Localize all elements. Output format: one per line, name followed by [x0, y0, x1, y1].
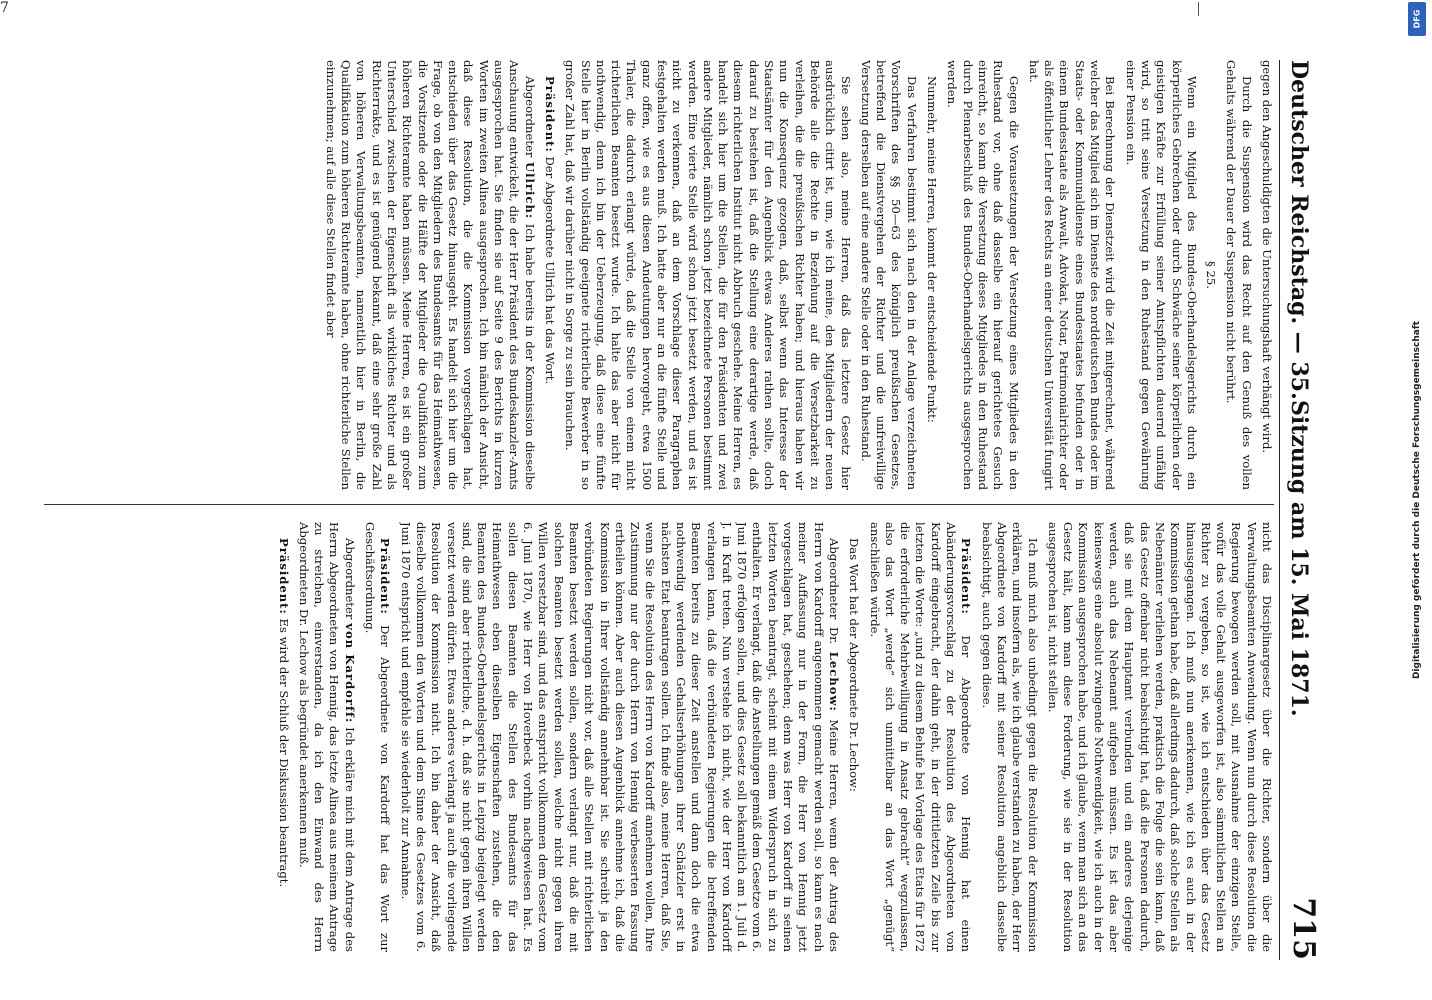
paragraph: Durch die Suspension wird das Recht auf den Genuß des vollen Gehalts während der Dauer der Suspension nicht berührt.: [1224, 60, 1254, 490]
session-date: Sitzung am 15. Mai 1871.: [1286, 400, 1312, 717]
speech-paragraph: [866, 522, 973, 952]
paragraph: Nunmehr, meine Herren, kommt der entscheidende Punkt:: [925, 76, 940, 423]
speaker-intro: Abgeordneter Dr.: [826, 538, 841, 645]
speech-paragraph: [397, 522, 841, 952]
paragraph: nicht das Disciplinargesetz über die Richter, sondern über die Verwaltungsbeamten Anwendung. Wenn nun durch diese Resolution die Regierung bewogen werden soll, mit Ausnahme der einzigen Stelle, wofür das volle Gehalt ausgeworfen ist, also sämmtlichen Stellen an Richter zu vergeben, so ist, wie ich entschieden über das Gesetz hinausgegangen. Ich muß nun anerkennen, wie ich es auch in der Kommission gethan habe, daß allerdings dadurch, daß solche Stellen als Nebenämter verliehen werden, praktisch die Folge die sein kann, daß das Gesetz offenbar nicht beabsichtigt hat, daß die Personen dadurch, daß sie mit dem Hauptamt verbunden und ein anderes derjenige werden, auch das Nebenamt aufgeben müssen. Es ist das aber keineswegs eine absolut zwingende Nothwendigkeit, wie ich auch in der Kommission ausgesprochen habe, und ich glaube, wenn man sich an das Gesetz hält, kann man diese Forderung, wie sie in der Resolution ausgesprochen ist, nicht stellen.: [1045, 522, 1274, 952]
section-heading: § 25.: [1204, 261, 1219, 289]
speaker-intro: Abgeordneter: [342, 538, 357, 620]
corner-mark: 7: [0, 0, 9, 16]
paragraph: Ich muß mich also unbedingt gegen die Resolution der Kommission erklären, und insofern als, wie ich glaube verstanden zu haben, der Herr Abgeordnete von Kardorff mit seiner Resolution angeblich dasselbe beabsichtigt, auch gegen diese.: [979, 522, 1040, 952]
speaker-name: Präsident:: [959, 538, 974, 615]
speaker-name: Präsident:: [276, 538, 291, 615]
paragraph: Sie sehen also, meine Herren, daß das letztere Gesetz hier ausdrücklich citirt ist, um, wie ich meine, den Mitgliedern der neuen Behörde alle die Rechte in Beziehung auf die Versetzbarkeit zu verleihen, die die preußischen Richter haben; und hieraus haben wir nun die Konsequenz gezogen, daß, selbst wenn das Interesse der Staatsämter für den Augenblick etwas Anderes rathen sollte, doch darauf zu bestehen ist, daß die Stellung eine derartige werde, daß diesem richterlichen Institut nicht Abbruch geschehe. Meine Herren, es handelt sich hier um die Stellen, die für den Präsidenten und zwei andere Mitglieder, nämlich schon jetzt bezeichnete Personen bestimmt werden. Eine vierte Stelle wird schon jetzt besetzt werden, und es ist nicht zu verkennen, daß an dem Vorschlage dieser Paragraphen festgehalten werden muß. Ich hatte aber nur an die fünfte Stelle und ganz offen, wie es aus diesen Andeutungen hervorgeht, etwa 1500 Thaler, die dadurch erlangt würde, daß die Stelle von einem nicht richterlichen Beamten besetzt wurde. Ich halte das aber nicht für nothwendig, denn ich bin der Ueberzeugung, daß diese eine fünfte Stelle hier in Berlin vollständig geeignete richterliche Bewerber in so großer Zahl hat, daß wir darüber nicht in Sorge zu sein brauchen.: [563, 60, 853, 490]
paragraph: Wenn ein Mitglied des Bundes-Oberhandelsgerichts durch ein körperliches Gebrechen oder durch Schwäche seiner körperlichen oder geistigen Kräfte zur Erfüllung seiner Amtspflichten dauernd unfähig wird, so tritt seine Versetzung in den Ruhestand gegen Gewährung einer Pension ein.: [1123, 60, 1199, 490]
paragraph: Das Verfahren bestimmt sich nach den in der Anlage verzeichneten Vorschriften des §§ 50—63 des königlich preußischen Gesetzes, betreffend die Dienstvergehen der Richter und die unfreiwillige Versetzung derselben auf eine andere Stelle oder in den Ruhestand.: [858, 60, 919, 490]
speech-text: Der Abgeordnete von Hennig hat einen Abänderungsvorschlag zu der Resolution des Abgeordneten von Kardorff eingebracht, der dahin geht, in der drittletzten Zeile bis zur letzten die Worte: „und zu diesem Behufe bei Vorlage des Etats für 1872 die erforderliche Mehrbewilligung in Ansatz gebracht“ wegzulassen, also das Wort „werde“ sich unmittelbar an das Wort „genügt“ anschließen würde.: [867, 522, 974, 952]
column-divider: [44, 504, 1274, 505]
publication-title: Deutscher Reichstag. — 35.: [1286, 60, 1312, 400]
credit-text: Digitalisierung gefördert durch die Deutsche Forschungsgemeinschaft: [1412, 320, 1422, 680]
speech-text: Ich habe bereits in der Kommission dieselbe Anschauung entwickelt, die der Herr Präsident des Bundeskanzler-Amts ausgesprochen hat. Sie finden sie auf Seite 9 des Berichts in kurzen Worten im zweiten Alinea ausgesprochen. Ich bin nämlich der Ansicht, daß diese Resolution, die die Kommission vorgeschlagen hat, entschieden über das Gesetz hinausgeht. Es handelt sich hier um die Frage, ob von den Mitgliedern des Bundesamts für das Heimathwesen, die Vorsitzende oder die Hälfte der Mitglieder die Qualifikation zum höheren Richteramte haben müssen. Meine Herren, es ist ein großer Unterschied zwischen der Eigenschaft als wirkliches Richter und als Richterrakte, und es ist genügend bekannt, daß eine sehr große Zahl von höheren Verwaltungsbeamten, namentlich hier in Berlin, die Qualifikation zum höheren Richteramte haben, ohne richterliche Stellen einzunehmen; auf alle diese Stellen findet aber: [323, 60, 537, 490]
paragraph: gegen den Angeschuldigten die Untersuchungshaft verhängt wird.: [1260, 60, 1274, 454]
speech-paragraph: [542, 60, 557, 490]
speech-paragraph: [362, 522, 393, 952]
speaker-name: Lechow:: [826, 651, 841, 712]
speaker-name: Ullrich:: [522, 161, 537, 220]
speech-text: Ich erkläre mich mit dem Antrage des Herrn Abgeordneten von Hennig, das letzte Alinea aus meinem Antrage zu streichen, einverstanden, da ich den Einwand des Herrn Abgeordneten Dr. Lechow als begründet anerkennen muß.: [296, 522, 357, 952]
paragraph: Bei Berechnung der Dienstzeit wird die Zeit mitgerechnet, während welcher das Mitglied sich im Dienste des norddeutschen Bundes oder im Staats- oder Kommunaldienste eines Bundesstaates befunden oder in einem Bundesstaate als Anwalt, Advokat, Notar, Patrimonialrichter oder als öffentlicher Lehrer des Rechts an einer deutschen Universität fungirt hat.: [1026, 60, 1118, 490]
speech-text: Es wird der Schluß der Diskussion beantragt.: [276, 618, 291, 888]
paragraph: Gegen die Vorausetzungen der Versetzung eines Mitgliedes in den Ruhestand vor, ohne daß dasselbe ein hierauf gerichtetes Gesuch einreicht, so kann die Versetzung dieses Mitgliedes in den Ruhestand durch Plenarbeschluß des Bundes-Oberhandelsgerichts ausgesprochen werden.: [945, 60, 1021, 490]
right-column: [39, 522, 1274, 952]
speech-paragraph: [275, 522, 290, 952]
digitization-credit: [1408, 10, 1426, 990]
scan-tick-mark: [1198, 2, 1199, 16]
speaker-name: Präsident:: [542, 76, 557, 153]
speaker-intro: Abgeordneter: [522, 76, 537, 158]
speech-text: Meine Herren, wenn der Antrag des Herrn von Kardorff angenommen gemacht werden soll, so kann es nach meiner Auffassung nur in der Form, die Herr von Hennig jetzt vorgeschlagen hat, geschehen; denn was Herr von Kardorff in seinen letzten Worten beantragt, scheint mit einem Widerspruch in sich zu enthalten. Er verlangt, daß die Anstellungen gemäß dem Gesetze vom 6. Juni 1870 erfolgen sollen, und dies Gesetz soll bekanntlich am 1. Juli d. J. in Kraft treten. Nun verstehe ich nicht, wie der Herr von Kardorff verlangen kann, daß die verbündeten Regierungen die betreffenden Beamten bereits zu dieser Zeit anstellen und dann doch die etwa nothwendig werdenden Gehaltserhöhungen ihrer Schätzler erst in nächsten Etat beantragen sollen. Ich finde also, meine Herren, daß Sie, wenn Sie die Resolution des Herrn von Kardorff annehmen wollen, Ihre Zustimmung nur der durch Herrn von Hennig verbesserten Fassung ertheilen können. Aber auch diesen Augenblick annehme ich, daß die Kommission in Ihrer vollständig annehmbar ist. Sie schreibt ja den verbündeten Regierungen nicht vor, daß alle Stellen mit richterlichen Beamten besetzt werden sollen, sondern verlangt nur, daß die mit solchen Beamten besetzt werden sollen, welche nicht gegen ihren Willen versetzbar sind, und das entspricht vollkommen dem Gesetz vom 6. Juni 1870, wie Herr von Hoverbeck vorhin nachgewiesen hat. Es sollen diesen Beamten die Stellen des Bundesamts für das Heimathwesen eben dieselben Eigenschaften zustehen, die den Beamten des Bundes-Oberhandelsgerichts in Leipzig beigelegt werden sind, die sind aber richterliche, d. h. daß sie nicht gegen ihren Willen versetzt werden dürfen. Etwas anderes verlangt ja auch die vorliegende Resolution der Kommission nicht. Ich bin daher der Ansicht, daß dieselbe vollkommen den Worten und dem Sinne des Gesetzes vom 6. Juni 1870 entspricht und empfehle sie wiederholt zur Annahme.: [398, 522, 841, 952]
dfg-logo-text: DFG: [1412, 9, 1422, 29]
speech-paragraph: [296, 522, 357, 952]
speech-text: Der Abgeordnete Ullrich hat das Wort.: [542, 156, 557, 385]
speaker-name: von Kardorff:: [342, 623, 357, 724]
left-column: [39, 60, 1274, 490]
speech-text: Der Abgeordnete von Kardorff hat das Wort zur Geschäftsordnung.: [363, 522, 393, 952]
page-header: [1279, 60, 1340, 960]
paragraph: Das Wort hat der Abgeordnete Dr. Lechow:: [847, 538, 862, 792]
page-number: 715: [1286, 897, 1321, 960]
speech-paragraph: [322, 60, 536, 490]
speaker-name: Präsident:: [378, 538, 393, 615]
